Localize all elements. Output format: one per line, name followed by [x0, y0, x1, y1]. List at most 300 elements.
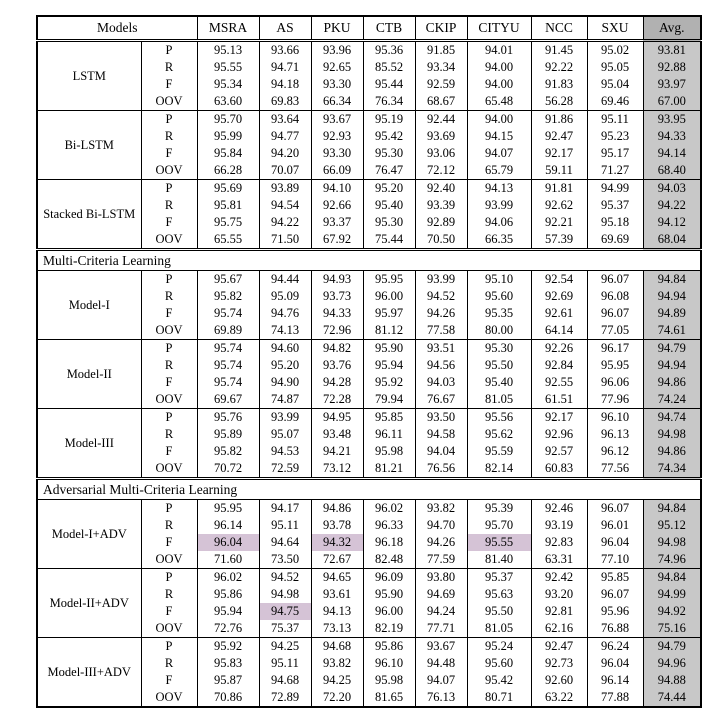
- metric-label-cell: P: [141, 569, 197, 587]
- value-cell: 74.96: [643, 551, 701, 569]
- value-cell: 95.42: [363, 128, 415, 145]
- value-cell: 95.11: [259, 655, 311, 672]
- value-cell: 92.83: [531, 534, 587, 551]
- column-header-ckip: CKIP: [415, 16, 467, 41]
- metric-row: [37, 340, 701, 358]
- value-cell: 81.12: [363, 322, 415, 340]
- value-cell: 93.76: [311, 357, 363, 374]
- value-cell: 95.37: [467, 569, 531, 587]
- value-cell: 93.37: [311, 214, 363, 231]
- value-cell: 96.10: [587, 409, 643, 427]
- metric-label-cell: F: [141, 214, 197, 231]
- value-cell: 92.47: [531, 128, 587, 145]
- value-cell: 73.12: [311, 460, 363, 479]
- value-cell: 74.24: [643, 391, 701, 409]
- value-cell: 94.44: [259, 271, 311, 289]
- value-cell: 96.10: [363, 655, 415, 672]
- value-cell: 96.17: [587, 340, 643, 358]
- value-cell: 82.48: [363, 551, 415, 569]
- value-cell: 94.68: [311, 638, 363, 656]
- value-cell: 96.06: [587, 374, 643, 391]
- value-cell: 94.86: [643, 443, 701, 460]
- metric-label-cell: OOV: [141, 689, 197, 707]
- metric-label-cell: R: [141, 655, 197, 672]
- value-cell: 94.70: [415, 517, 467, 534]
- value-cell: 95.20: [259, 357, 311, 374]
- value-cell: 81.05: [467, 391, 531, 409]
- value-cell: 67.92: [311, 231, 363, 250]
- value-cell: 93.99: [259, 409, 311, 427]
- value-cell: 92.65: [311, 59, 363, 76]
- value-cell: 81.05: [467, 620, 531, 638]
- value-cell: 94.33: [311, 305, 363, 322]
- value-cell: 81.21: [363, 460, 415, 479]
- value-cell: 92.40: [415, 180, 467, 198]
- value-cell: 94.00: [467, 111, 531, 129]
- value-cell: 92.73: [531, 655, 587, 672]
- value-cell: 64.14: [531, 322, 587, 340]
- value-cell: 94.13: [311, 603, 363, 620]
- metric-label-cell: F: [141, 672, 197, 689]
- value-cell: 95.86: [197, 586, 259, 603]
- value-cell: 74.13: [259, 322, 311, 340]
- value-cell: 94.00: [467, 59, 531, 76]
- value-cell: 81.65: [363, 689, 415, 707]
- metric-label-cell: P: [141, 180, 197, 198]
- value-cell: 67.00: [643, 93, 701, 111]
- value-cell: 92.66: [311, 197, 363, 214]
- value-cell: 93.69: [415, 128, 467, 145]
- value-cell: 93.61: [311, 586, 363, 603]
- value-cell: 92.81: [531, 603, 587, 620]
- value-cell: 93.64: [259, 111, 311, 129]
- value-cell: 95.75: [197, 214, 259, 231]
- value-cell: 94.24: [415, 603, 467, 620]
- value-cell: 75.16: [643, 620, 701, 638]
- value-cell: 92.84: [531, 357, 587, 374]
- value-cell: 85.52: [363, 59, 415, 76]
- value-cell: 66.35: [467, 231, 531, 250]
- value-cell: 94.82: [311, 340, 363, 358]
- value-cell: 94.03: [643, 180, 701, 198]
- value-cell: 92.42: [531, 569, 587, 587]
- metric-label-cell: OOV: [141, 391, 197, 409]
- model-name-cell: Model-III: [37, 409, 141, 479]
- value-cell: 65.48: [467, 93, 531, 111]
- value-cell: 95.05: [587, 59, 643, 76]
- value-cell: 92.54: [531, 271, 587, 289]
- value-cell: 77.10: [587, 551, 643, 569]
- value-cell: 93.96: [311, 41, 363, 60]
- value-cell: 94.86: [311, 500, 363, 518]
- value-cell: 96.18: [363, 534, 415, 551]
- value-cell: 94.15: [467, 128, 531, 145]
- value-cell: 91.86: [531, 111, 587, 129]
- metric-row: [37, 409, 701, 427]
- column-header-ctb: CTB: [363, 16, 415, 41]
- value-cell: 94.03: [415, 374, 467, 391]
- value-cell: 92.26: [531, 340, 587, 358]
- value-cell: 93.81: [643, 41, 701, 60]
- value-cell: 95.12: [643, 517, 701, 534]
- value-cell: 95.55: [197, 59, 259, 76]
- value-cell: 94.60: [259, 340, 311, 358]
- value-cell: 96.14: [587, 672, 643, 689]
- value-cell: 96.02: [197, 569, 259, 587]
- value-cell: 92.93: [311, 128, 363, 145]
- value-cell: 93.78: [311, 517, 363, 534]
- value-cell: 95.40: [467, 374, 531, 391]
- value-cell: 77.58: [415, 322, 467, 340]
- value-cell: 92.44: [415, 111, 467, 129]
- value-cell: 95.69: [197, 180, 259, 198]
- value-cell: 95.62: [467, 426, 531, 443]
- metric-row: [37, 41, 701, 60]
- metric-label-cell: P: [141, 340, 197, 358]
- value-cell: 94.99: [643, 586, 701, 603]
- model-name-cell: Model-I: [37, 271, 141, 340]
- section-title: Adversarial Multi-Criteria Learning: [37, 479, 701, 500]
- value-cell: 94.20: [259, 145, 311, 162]
- value-cell: 94.54: [259, 197, 311, 214]
- value-cell: 94.33: [643, 128, 701, 145]
- model-name-cell: Stacked Bi-LSTM: [37, 180, 141, 250]
- value-cell: 72.96: [311, 322, 363, 340]
- value-cell: 81.40: [467, 551, 531, 569]
- value-cell: 95.85: [363, 409, 415, 427]
- value-cell: 96.13: [587, 426, 643, 443]
- value-cell: 61.51: [531, 391, 587, 409]
- value-cell: 94.76: [259, 305, 311, 322]
- metric-label-cell: OOV: [141, 620, 197, 638]
- value-cell: 95.34: [197, 76, 259, 93]
- value-cell: 92.96: [531, 426, 587, 443]
- value-cell: 72.28: [311, 391, 363, 409]
- model-name-cell: Bi-LSTM: [37, 111, 141, 180]
- value-cell: 93.95: [643, 111, 701, 129]
- metric-label-cell: R: [141, 197, 197, 214]
- model-name-cell: Model-III+ADV: [37, 638, 141, 708]
- column-header-pku: PKU: [311, 16, 363, 41]
- value-cell: 95.96: [587, 603, 643, 620]
- value-cell: 91.85: [415, 41, 467, 60]
- value-cell: 94.12: [643, 214, 701, 231]
- metric-label-cell: F: [141, 603, 197, 620]
- value-cell: 94.88: [643, 672, 701, 689]
- metric-label-cell: P: [141, 271, 197, 289]
- value-cell: 94.77: [259, 128, 311, 145]
- value-cell: 95.92: [363, 374, 415, 391]
- value-cell: 59.11: [531, 162, 587, 180]
- value-cell: 95.82: [197, 288, 259, 305]
- value-cell: 70.86: [197, 689, 259, 707]
- results-table: [36, 15, 702, 708]
- value-cell: 95.90: [363, 586, 415, 603]
- models-column-header: Models: [37, 16, 197, 41]
- value-cell: 72.59: [259, 460, 311, 479]
- value-cell: 94.18: [259, 76, 311, 93]
- value-cell: 60.83: [531, 460, 587, 479]
- value-cell: 71.60: [197, 551, 259, 569]
- value-cell: 75.37: [259, 620, 311, 638]
- value-cell: 94.95: [311, 409, 363, 427]
- metric-label-cell: F: [141, 443, 197, 460]
- value-cell: 94.52: [259, 569, 311, 587]
- value-cell: 95.02: [587, 41, 643, 60]
- value-cell: 70.72: [197, 460, 259, 479]
- metric-label-cell: OOV: [141, 231, 197, 250]
- value-cell: 94.89: [643, 305, 701, 322]
- value-cell: 94.98: [643, 534, 701, 551]
- value-cell: 94.90: [259, 374, 311, 391]
- value-cell: 70.50: [415, 231, 467, 250]
- value-cell: 92.57: [531, 443, 587, 460]
- value-cell: 95.60: [467, 655, 531, 672]
- value-cell: 95.24: [467, 638, 531, 656]
- value-cell: 95.74: [197, 340, 259, 358]
- metric-label-cell: OOV: [141, 551, 197, 569]
- value-cell: 72.67: [311, 551, 363, 569]
- value-cell: 93.99: [415, 271, 467, 289]
- value-cell: 94.26: [415, 534, 467, 551]
- value-cell: 96.14: [197, 517, 259, 534]
- column-header-cityu: CITYU: [467, 16, 531, 41]
- value-cell: 66.34: [311, 93, 363, 111]
- value-cell: 94.71: [259, 59, 311, 76]
- value-cell: 95.55: [467, 534, 531, 551]
- value-cell: 82.14: [467, 460, 531, 479]
- value-cell: 95.74: [197, 374, 259, 391]
- model-name-cell: Model-II+ADV: [37, 569, 141, 638]
- value-cell: 96.07: [587, 305, 643, 322]
- value-cell: 71.50: [259, 231, 311, 250]
- value-cell: 96.12: [587, 443, 643, 460]
- value-cell: 92.69: [531, 288, 587, 305]
- metric-label-cell: P: [141, 409, 197, 427]
- value-cell: 95.92: [197, 638, 259, 656]
- column-header-ncc: NCC: [531, 16, 587, 41]
- value-cell: 80.71: [467, 689, 531, 707]
- value-cell: 94.96: [643, 655, 701, 672]
- value-cell: 96.24: [587, 638, 643, 656]
- value-cell: 94.84: [643, 271, 701, 289]
- value-cell: 92.60: [531, 672, 587, 689]
- value-cell: 94.92: [643, 603, 701, 620]
- value-cell: 68.04: [643, 231, 701, 250]
- value-cell: 94.68: [259, 672, 311, 689]
- value-cell: 93.99: [467, 197, 531, 214]
- value-cell: 94.00: [467, 76, 531, 93]
- value-cell: 95.30: [363, 214, 415, 231]
- value-cell: 96.01: [587, 517, 643, 534]
- value-cell: 94.84: [643, 569, 701, 587]
- value-cell: 95.36: [363, 41, 415, 60]
- value-cell: 95.70: [467, 517, 531, 534]
- value-cell: 95.74: [197, 357, 259, 374]
- value-cell: 94.26: [415, 305, 467, 322]
- value-cell: 95.86: [363, 638, 415, 656]
- column-header-msra: MSRA: [197, 16, 259, 41]
- value-cell: 95.30: [467, 340, 531, 358]
- value-cell: 95.95: [363, 271, 415, 289]
- value-cell: 93.34: [415, 59, 467, 76]
- value-cell: 94.65: [311, 569, 363, 587]
- value-cell: 95.20: [363, 180, 415, 198]
- metric-label-cell: R: [141, 128, 197, 145]
- value-cell: 68.67: [415, 93, 467, 111]
- metric-label-cell: P: [141, 638, 197, 656]
- value-cell: 94.98: [259, 586, 311, 603]
- value-cell: 63.60: [197, 93, 259, 111]
- value-cell: 95.87: [197, 672, 259, 689]
- value-cell: 95.94: [363, 357, 415, 374]
- value-cell: 69.83: [259, 93, 311, 111]
- value-cell: 95.11: [259, 517, 311, 534]
- value-cell: 76.88: [587, 620, 643, 638]
- value-cell: 94.75: [259, 603, 311, 620]
- value-cell: 91.83: [531, 76, 587, 93]
- value-cell: 65.79: [467, 162, 531, 180]
- value-cell: 92.47: [531, 638, 587, 656]
- value-cell: 69.46: [587, 93, 643, 111]
- value-cell: 94.99: [587, 180, 643, 198]
- value-cell: 95.56: [467, 409, 531, 427]
- value-cell: 94.22: [643, 197, 701, 214]
- metric-label-cell: P: [141, 500, 197, 518]
- value-cell: 94.56: [415, 357, 467, 374]
- metric-label-cell: P: [141, 111, 197, 129]
- value-cell: 95.94: [197, 603, 259, 620]
- value-cell: 94.06: [467, 214, 531, 231]
- table-body: [37, 41, 701, 708]
- value-cell: 94.04: [415, 443, 467, 460]
- value-cell: 77.05: [587, 322, 643, 340]
- value-cell: 56.28: [531, 93, 587, 111]
- value-cell: 95.13: [197, 41, 259, 60]
- metric-label-cell: OOV: [141, 460, 197, 479]
- value-cell: 95.19: [363, 111, 415, 129]
- metric-label-cell: F: [141, 145, 197, 162]
- value-cell: 95.10: [467, 271, 531, 289]
- value-cell: 95.42: [467, 672, 531, 689]
- metric-label-cell: R: [141, 59, 197, 76]
- metric-label-cell: OOV: [141, 162, 197, 180]
- metric-label-cell: R: [141, 426, 197, 443]
- metric-row: [37, 111, 701, 129]
- value-cell: 92.17: [531, 409, 587, 427]
- value-cell: 94.94: [643, 357, 701, 374]
- value-cell: 94.32: [311, 534, 363, 551]
- value-cell: 93.89: [259, 180, 311, 198]
- metric-row: [37, 271, 701, 289]
- value-cell: 77.59: [415, 551, 467, 569]
- value-cell: 95.17: [587, 145, 643, 162]
- value-cell: 93.66: [259, 41, 311, 60]
- value-cell: 57.39: [531, 231, 587, 250]
- value-cell: 93.67: [311, 111, 363, 129]
- value-cell: 79.94: [363, 391, 415, 409]
- value-cell: 74.87: [259, 391, 311, 409]
- value-cell: 77.71: [415, 620, 467, 638]
- value-cell: 95.40: [363, 197, 415, 214]
- value-cell: 94.79: [643, 340, 701, 358]
- value-cell: 94.64: [259, 534, 311, 551]
- value-cell: 94.21: [311, 443, 363, 460]
- value-cell: 77.56: [587, 460, 643, 479]
- value-cell: 95.95: [197, 500, 259, 518]
- value-cell: 77.96: [587, 391, 643, 409]
- value-cell: 95.63: [467, 586, 531, 603]
- value-cell: 94.25: [259, 638, 311, 656]
- value-cell: 95.11: [587, 111, 643, 129]
- column-header-avg: Avg.: [643, 16, 701, 41]
- value-cell: 96.04: [587, 534, 643, 551]
- value-cell: 93.82: [415, 500, 467, 518]
- value-cell: 94.86: [643, 374, 701, 391]
- value-cell: 94.79: [643, 638, 701, 656]
- value-cell: 95.81: [197, 197, 259, 214]
- column-header-as: AS: [259, 16, 311, 41]
- value-cell: 93.67: [415, 638, 467, 656]
- value-cell: 96.04: [587, 655, 643, 672]
- value-cell: 95.84: [197, 145, 259, 162]
- value-cell: 96.07: [587, 586, 643, 603]
- value-cell: 63.31: [531, 551, 587, 569]
- metric-label-cell: F: [141, 534, 197, 551]
- value-cell: 66.09: [311, 162, 363, 180]
- value-cell: 91.45: [531, 41, 587, 60]
- value-cell: 69.89: [197, 322, 259, 340]
- value-cell: 92.89: [415, 214, 467, 231]
- value-cell: 91.81: [531, 180, 587, 198]
- metric-label-cell: F: [141, 305, 197, 322]
- value-cell: 96.02: [363, 500, 415, 518]
- value-cell: 69.69: [587, 231, 643, 250]
- value-cell: 68.40: [643, 162, 701, 180]
- metric-row: [37, 638, 701, 656]
- value-cell: 72.89: [259, 689, 311, 707]
- value-cell: 76.13: [415, 689, 467, 707]
- value-cell: 94.74: [643, 409, 701, 427]
- metric-label-cell: R: [141, 517, 197, 534]
- value-cell: 96.07: [587, 271, 643, 289]
- value-cell: 95.97: [363, 305, 415, 322]
- value-cell: 96.04: [197, 534, 259, 551]
- metric-label-cell: F: [141, 374, 197, 391]
- value-cell: 73.50: [259, 551, 311, 569]
- value-cell: 94.93: [311, 271, 363, 289]
- value-cell: 95.74: [197, 305, 259, 322]
- value-cell: 94.98: [643, 426, 701, 443]
- value-cell: 73.13: [311, 620, 363, 638]
- value-cell: 66.28: [197, 162, 259, 180]
- value-cell: 96.08: [587, 288, 643, 305]
- value-cell: 95.89: [197, 426, 259, 443]
- value-cell: 94.07: [415, 672, 467, 689]
- value-cell: 75.44: [363, 231, 415, 250]
- column-header-sxu: SXU: [587, 16, 643, 41]
- value-cell: 94.94: [643, 288, 701, 305]
- value-cell: 94.69: [415, 586, 467, 603]
- metric-label-cell: OOV: [141, 322, 197, 340]
- model-name-cell: LSTM: [37, 41, 141, 111]
- value-cell: 93.51: [415, 340, 467, 358]
- value-cell: 74.44: [643, 689, 701, 707]
- value-cell: 95.85: [587, 569, 643, 587]
- value-cell: 93.97: [643, 76, 701, 93]
- value-cell: 92.46: [531, 500, 587, 518]
- value-cell: 96.00: [363, 288, 415, 305]
